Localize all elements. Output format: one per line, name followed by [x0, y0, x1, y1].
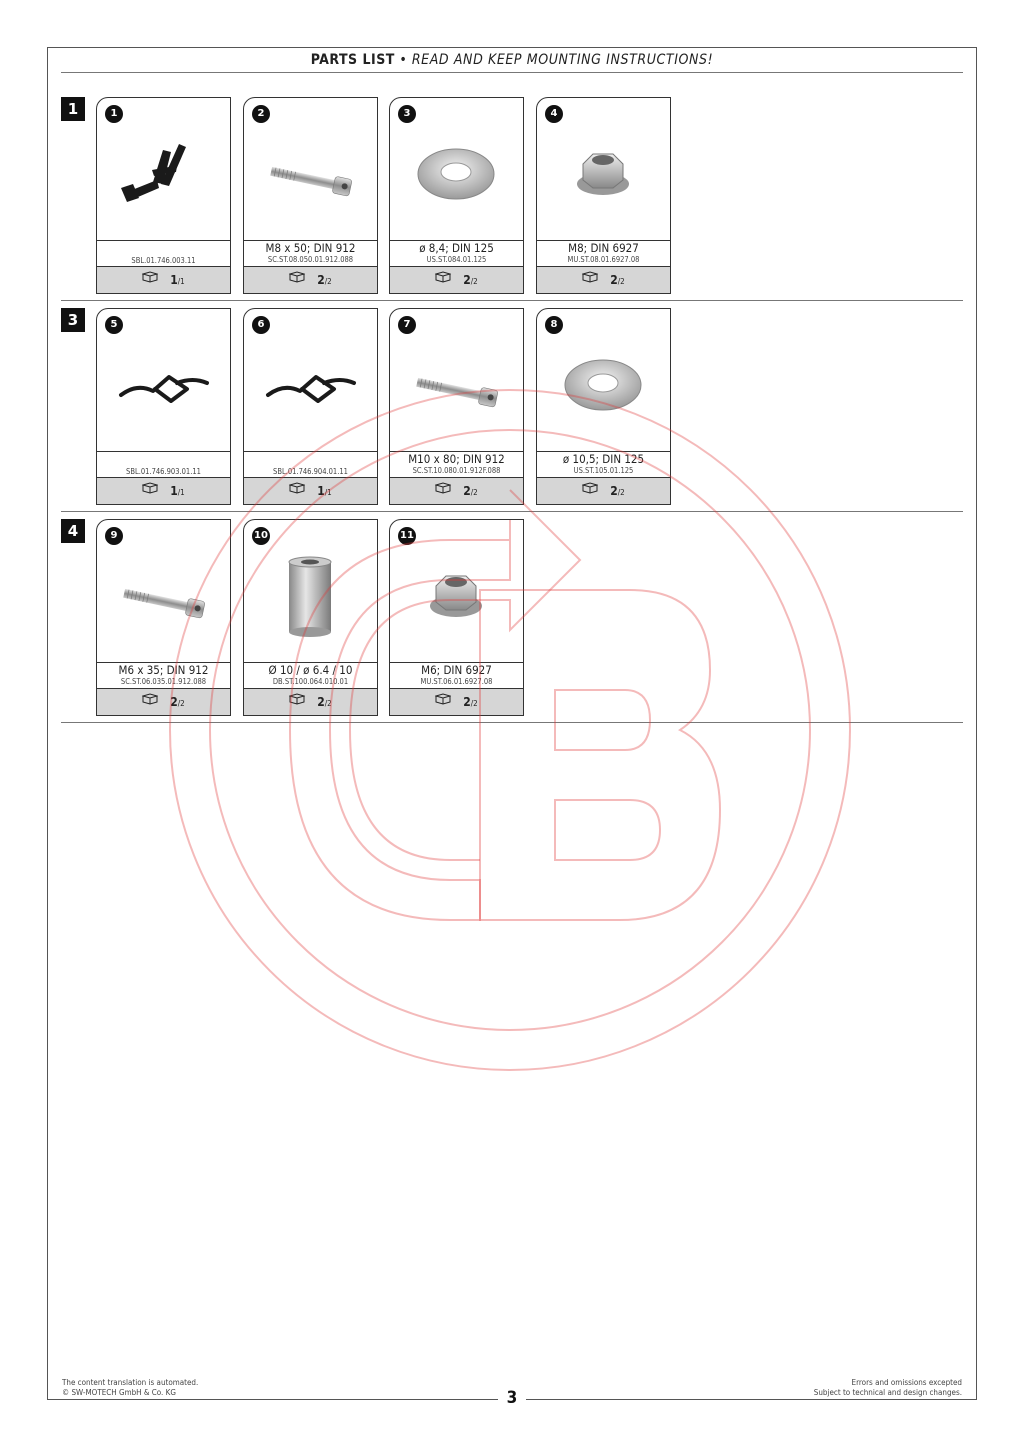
part-code: MU.ST.08.01.6927.08 [567, 255, 640, 264]
quantity-total: /2 [617, 488, 625, 497]
bolt-icon [244, 122, 377, 240]
section-divider [61, 511, 963, 512]
part-info [390, 662, 523, 688]
part-info [244, 240, 377, 266]
part-quantity [97, 266, 230, 293]
quantity-value: 1 [317, 484, 325, 498]
page-number: 3 [498, 1388, 526, 1408]
part-info [97, 451, 230, 477]
footer-copyright: © SW-MOTECH GmbH & Co. KG [62, 1388, 176, 1397]
part-code: SBL.01.746.903.01.11 [126, 467, 201, 476]
box-icon [142, 688, 158, 715]
footer-errors-note: Errors and omissions excepted [851, 1378, 962, 1387]
header-title: PARTS LIST [310, 52, 395, 68]
quantity-value: 2 [610, 484, 618, 498]
part-quantity [390, 266, 523, 293]
part-number: 3 [398, 105, 416, 123]
wire-clip-icon [244, 333, 377, 451]
part-code: SC.ST.06.035.01.912.088 [120, 677, 207, 686]
quantity-value: 1 [170, 484, 178, 498]
part-code: US.ST.084.01.125 [426, 255, 487, 264]
quantity-total: /2 [324, 699, 332, 708]
quantity-value: 2 [610, 273, 618, 287]
part-card-5 [96, 308, 231, 505]
step-badge-3: 3 [61, 308, 85, 332]
section-divider [61, 300, 963, 301]
part-info [244, 451, 377, 477]
nut-icon [390, 544, 523, 662]
part-number: 4 [545, 105, 563, 123]
part-quantity [244, 266, 377, 293]
quantity-value: 2 [463, 695, 471, 709]
footer-changes-note: Subject to technical and design changes. [813, 1388, 962, 1397]
part-card-10 [243, 519, 378, 716]
box-icon [289, 688, 305, 715]
quantity-value: 2 [317, 273, 325, 287]
quantity-total: /1 [177, 488, 185, 497]
part-quantity [390, 688, 523, 715]
quantity-value: 2 [463, 484, 471, 498]
part-number: 1 [105, 105, 123, 123]
quantity-value: 1 [170, 273, 178, 287]
footer-right [814, 1378, 962, 1398]
quantity-total: /2 [470, 488, 478, 497]
part-card-8 [536, 308, 671, 505]
part-code: SBL.01.746.904.01.11 [273, 467, 348, 476]
quantity-total: /2 [177, 699, 185, 708]
part-card-1 [96, 97, 231, 294]
quantity-total: /1 [324, 488, 332, 497]
quantity-value: 2 [463, 273, 471, 287]
part-spec: ø 8,4; DIN 125 [419, 241, 494, 255]
part-spec: M6; DIN 6927 [421, 663, 492, 677]
quantity-total: /2 [324, 277, 332, 286]
quantity-value: 2 [317, 695, 325, 709]
part-quantity [537, 266, 670, 293]
quantity-value: 2 [170, 695, 178, 709]
bracket-icon [97, 122, 230, 240]
washer-icon [537, 333, 670, 451]
spacer-icon [244, 544, 377, 662]
part-spec: M8 x 50; DIN 912 [265, 241, 356, 255]
part-quantity [390, 477, 523, 504]
part-card-3 [389, 97, 524, 294]
footer-translation-note: The content translation is automated. [62, 1378, 199, 1387]
part-quantity [97, 477, 230, 504]
part-spec: M10 x 80; DIN 912 [408, 452, 505, 466]
part-quantity [244, 477, 377, 504]
part-number: 7 [398, 316, 416, 334]
nut-icon [537, 122, 670, 240]
part-quantity [97, 688, 230, 715]
part-spec: ø 10,5; DIN 125 [562, 452, 645, 466]
step-badge-1: 1 [61, 97, 85, 121]
step-badge-4: 4 [61, 519, 85, 543]
part-quantity [537, 477, 670, 504]
washer-icon [390, 122, 523, 240]
page-header [0, 52, 1024, 68]
part-code: US.ST.105.01.125 [573, 466, 634, 475]
part-card-7 [389, 308, 524, 505]
part-number: 5 [105, 316, 123, 334]
part-spec: M6 x 35; DIN 912 [118, 663, 209, 677]
part-code: SC.ST.08.050.01.912.088 [267, 255, 354, 264]
box-icon [435, 688, 451, 715]
part-card-6 [243, 308, 378, 505]
part-info [390, 451, 523, 477]
wire-clip-icon [97, 333, 230, 451]
part-spec: Ø 10 / ø 6.4 / 10 [268, 663, 353, 677]
part-number: 9 [105, 527, 123, 545]
part-spec: M8; DIN 6927 [568, 241, 639, 255]
quantity-total: /2 [617, 277, 625, 286]
box-icon [435, 266, 451, 293]
box-icon [582, 266, 598, 293]
part-info [97, 662, 230, 688]
box-icon [435, 477, 451, 504]
part-number: 11 [398, 527, 416, 545]
part-info [537, 451, 670, 477]
part-info [390, 240, 523, 266]
part-code: SC.ST.10.080.01.912F.088 [412, 466, 501, 475]
box-icon [289, 266, 305, 293]
section-divider [61, 722, 963, 723]
quantity-total: /2 [470, 699, 478, 708]
part-code: SBL.01.746.003.11 [131, 256, 196, 265]
part-info [244, 662, 377, 688]
quantity-total: /2 [470, 277, 478, 286]
header-subtitle: READ AND KEEP MOUNTING INSTRUCTIONS! [411, 52, 714, 68]
part-quantity [244, 688, 377, 715]
part-card-9 [96, 519, 231, 716]
bolt-icon [97, 544, 230, 662]
part-number: 6 [252, 316, 270, 334]
box-icon [142, 477, 158, 504]
quantity-total: /1 [177, 277, 185, 286]
header-separator: • [399, 52, 408, 68]
box-icon [582, 477, 598, 504]
part-card-11 [389, 519, 524, 716]
part-info [537, 240, 670, 266]
part-card-4 [536, 97, 671, 294]
bolt-icon [390, 333, 523, 451]
part-info [97, 240, 230, 266]
header-rule [61, 72, 963, 73]
box-icon [142, 266, 158, 293]
part-card-2 [243, 97, 378, 294]
part-number: 8 [545, 316, 563, 334]
part-code: MU.ST.06.01.6927.08 [420, 677, 493, 686]
footer-left [62, 1378, 198, 1398]
part-number: 10 [252, 527, 270, 545]
part-number: 2 [252, 105, 270, 123]
box-icon [289, 477, 305, 504]
part-code: DB.ST.100.064.010.01 [272, 677, 349, 686]
